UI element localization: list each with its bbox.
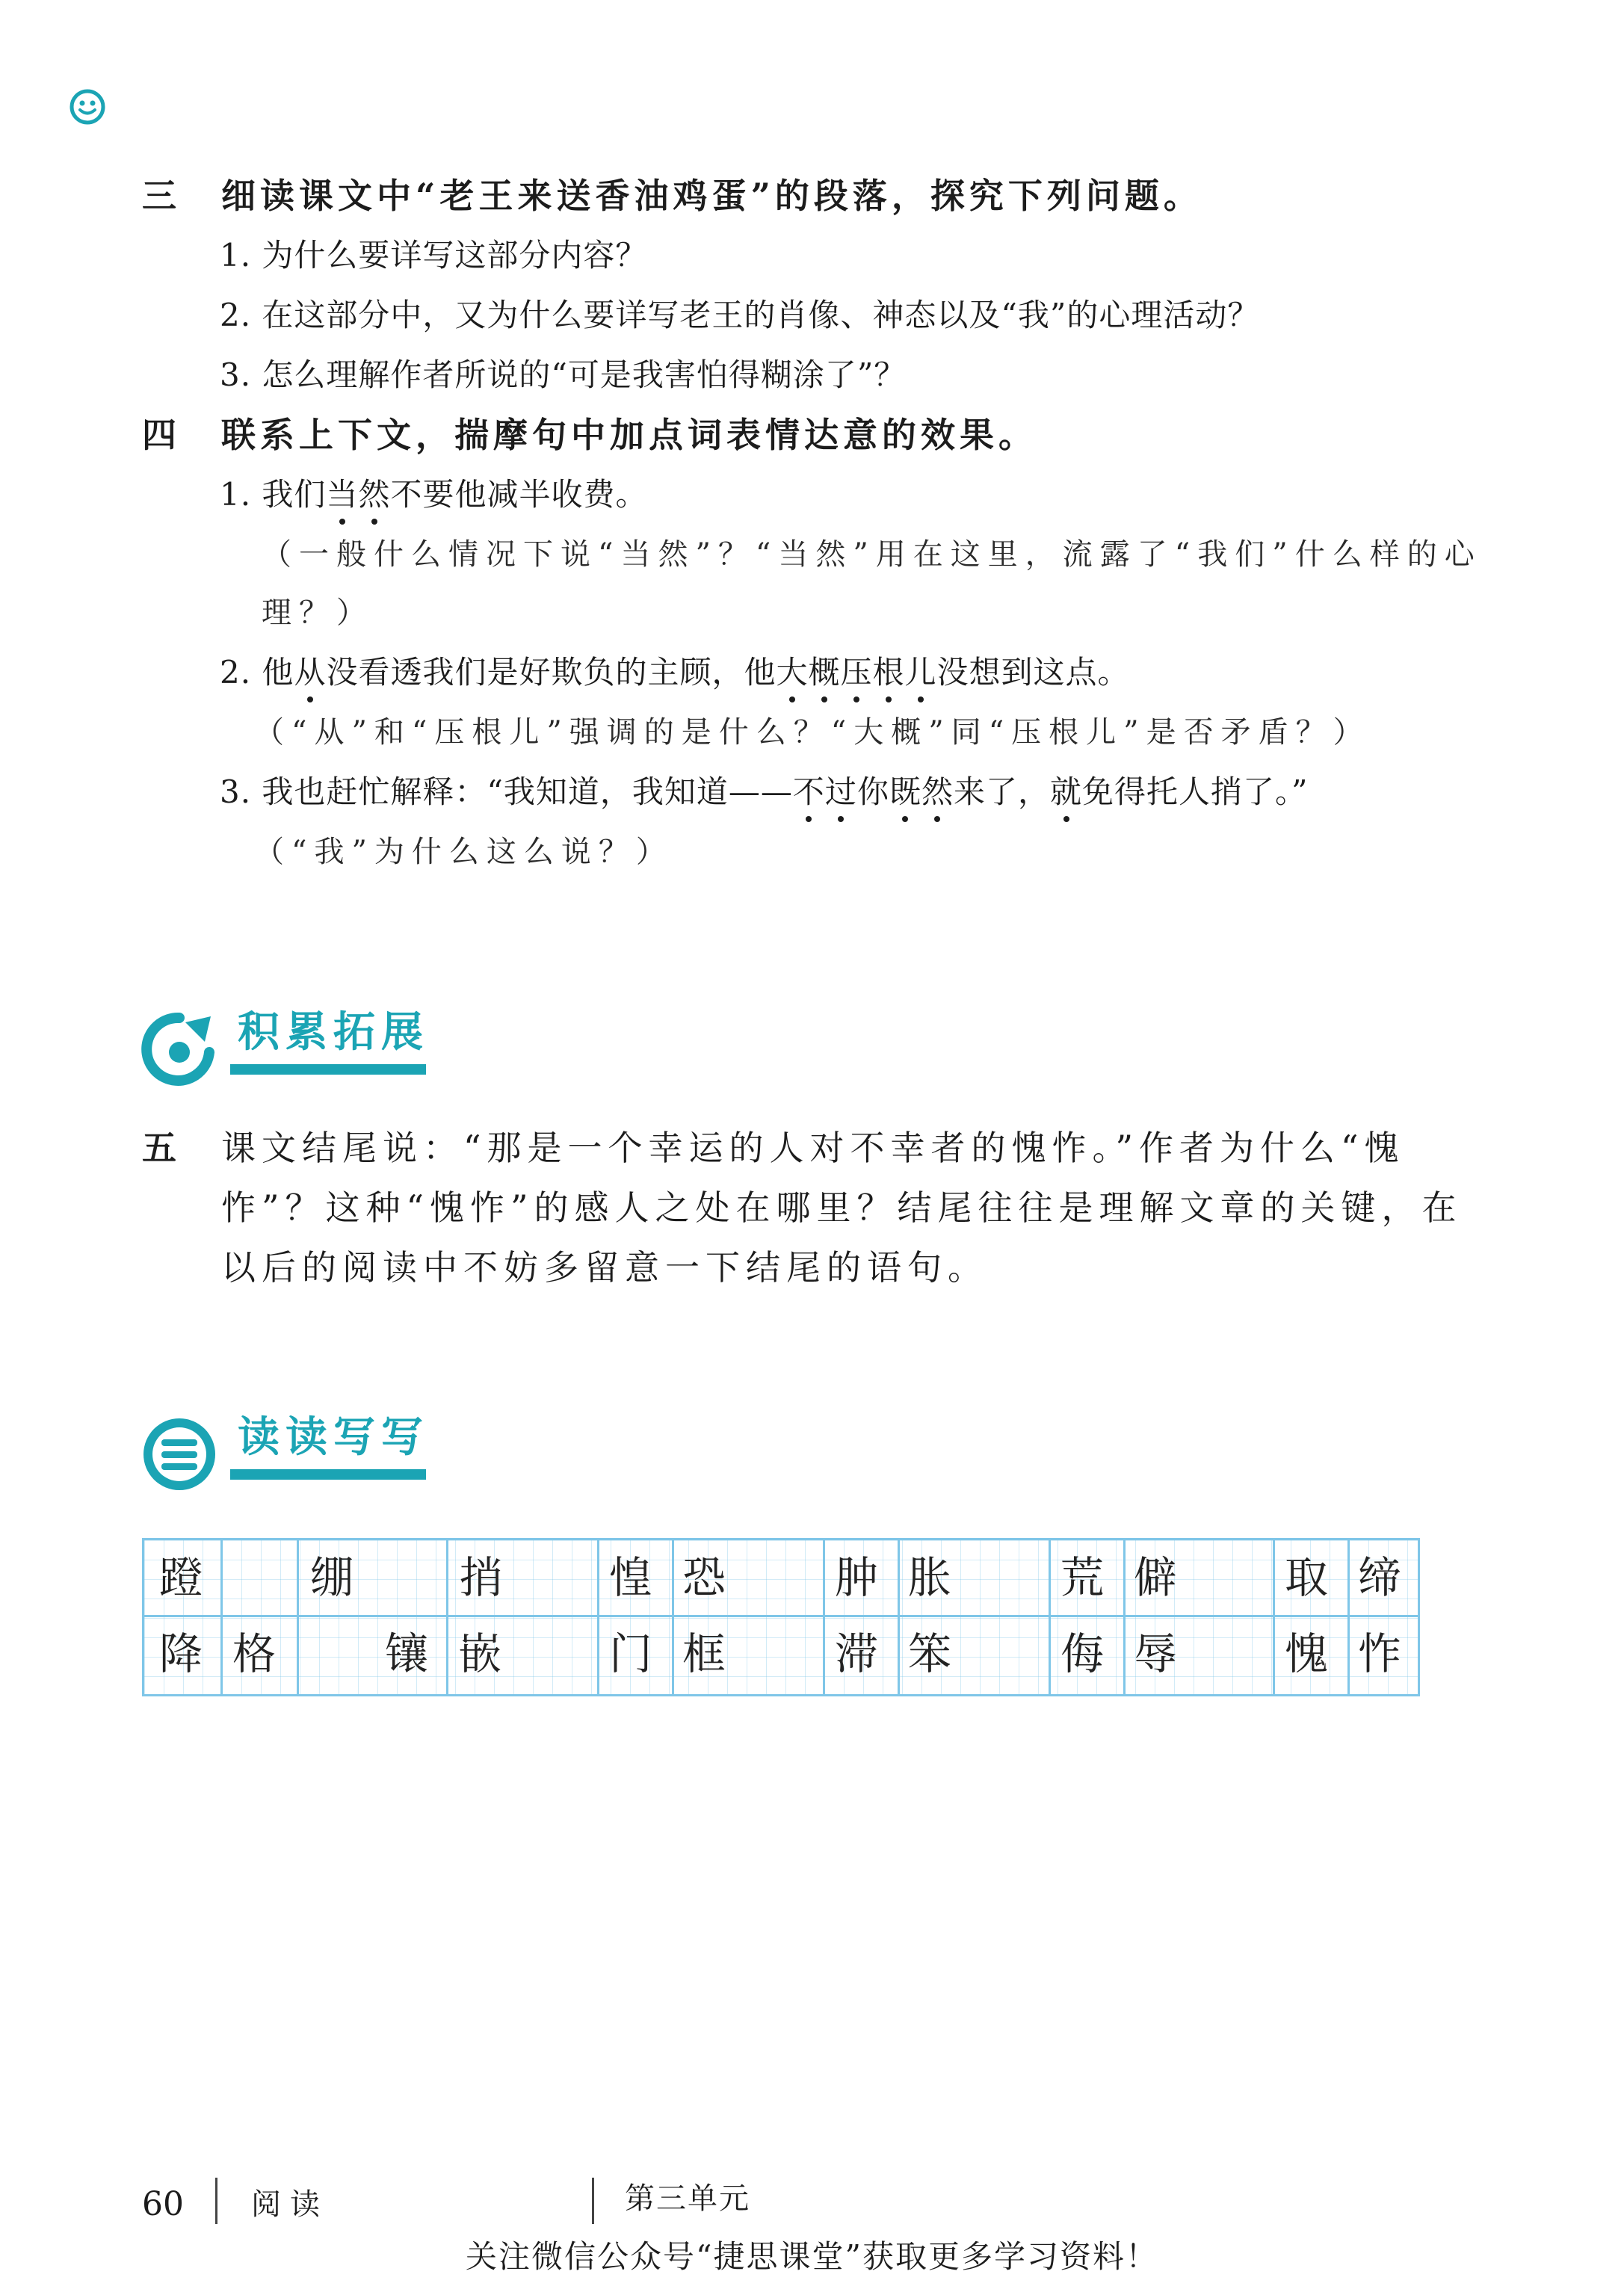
vocab-word: 取缔 [1285,1552,1432,1603]
vocab-word: 惶恐 [609,1552,756,1603]
section-title-read-write: 读读写写 [238,1412,429,1462]
paragraph-line: 课文结尾说：“那是一个幸运的人对不幸者的愧怍。”作者为什么“愧 [221,1128,1405,1168]
grid-row-divider [144,1615,1418,1617]
vocab-word: 荒僻 [1060,1552,1208,1603]
grid-col-divider [597,1540,599,1694]
text-segment: 2. 他 [220,654,294,691]
paragraph-line: 以后的阅读中不妨多留意一下结尾的语句。 [221,1247,988,1288]
word-grid [142,1538,1432,1696]
question-5-text [221,1118,1537,1297]
question-4-item-1 [220,472,647,517]
question-4-title: 联系上下文，揣摩句中加点词表情达意的效果。 [221,415,1037,455]
question-3-item-3: 3. 怎么理解作者所说的“可是我害怕得糊涂了”？ [220,356,907,393]
question-4-hint-3: （“我”为什么这么说？） [254,835,673,869]
question-4-hint-1a: （一般什么情况下说“当然”？“当然”用在这里，流露了“我们”什么样的心 [262,537,1482,572]
text-segment: 3. 我也赶忙解释：“我知道，我知道—— [220,773,793,810]
dotted-word: 既 [889,770,921,815]
question-4-hint-2: （“从”和“压根儿”强调的是什么？“大概”同“压根儿”是否矛盾？） [254,715,1371,750]
question-number-4: 四 [142,415,178,455]
footer-divider [592,2178,594,2224]
grid-col-divider [823,1540,825,1694]
dotted-word: 压 [841,650,873,695]
smiley-icon [69,88,106,126]
paragraph-line: 怍”？这种“愧怍”的感人之处在哪里？结尾往往是理解文章的关键，在 [221,1187,1463,1228]
vocab-word: 镶嵌 [385,1628,532,1679]
question-4-hint-1b: 理？） [262,596,374,630]
vocab-word: 愧怍 [1285,1628,1432,1679]
text-segment: 不要他减半收费。 [390,476,648,513]
footer-note: 关注微信公众号“捷思课堂”获取更多学习资料！ [466,2238,1158,2275]
text-segment: 1. 我们 [220,476,327,513]
vocab-word: 侮辱 [1060,1628,1208,1679]
grid-col-divider [1273,1540,1275,1694]
vocab-word: 降格 [159,1628,306,1679]
grid-col-divider [1049,1540,1051,1694]
dotted-word: 过 [825,770,857,815]
vocab-word: 肿胀 [835,1552,982,1603]
section-underline [230,1469,426,1480]
dotted-word: 不 [793,770,825,815]
question-4-item-2 [220,650,1130,695]
text-segment: 没看透我们是好欺负的主顾，他 [326,654,777,691]
vocab-word: 捎 [460,1552,534,1603]
footer-divider [215,2178,217,2224]
footer-unit-label: 第三单元 [625,2181,750,2216]
vocab-word: 滞笨 [835,1628,982,1679]
text-segment: 来了， [953,773,1050,810]
question-3-title: 细读课文中“老王来送香油鸡蛋”的段落，探究下列问题。 [221,176,1202,216]
dotted-word: 当 [326,472,358,517]
dotted-word: 从 [294,650,326,695]
section-title-accumulate: 积累拓展 [238,1007,429,1057]
text-segment: 你 [856,773,889,810]
text-segment: 没想到这点。 [936,654,1130,691]
dotted-word: 大 [776,650,808,695]
dotted-word: 然 [358,472,390,517]
dotted-word: 就 [1050,770,1082,815]
footer-section-label: 阅读 [251,2187,329,2222]
vocab-word: 门框 [609,1628,756,1679]
page-number: 60 [142,2185,184,2223]
question-3-item-2: 2. 在这部分中，又为什么要详写老王的肖像、神态以及“我”的心理活动？ [220,297,1260,333]
section-underline [230,1064,426,1075]
dotted-word: 概 [808,650,840,695]
dotted-word: 然 [921,770,954,815]
text-segment: 免得托人捎了。” [1082,773,1309,810]
dotted-word: 根 [873,650,905,695]
question-number-5: 五 [142,1128,178,1168]
question-number-3: 三 [142,176,178,216]
vocab-word: 蹬 [159,1552,233,1603]
accumulate-expand-icon [141,1010,218,1088]
dotted-word: 儿 [905,650,937,695]
question-3-item-1: 1. 为什么要详写这部分内容？ [220,237,648,274]
question-4-item-3 [220,770,1309,815]
vocab-word: 绷 [310,1552,384,1603]
read-write-icon [141,1415,218,1493]
